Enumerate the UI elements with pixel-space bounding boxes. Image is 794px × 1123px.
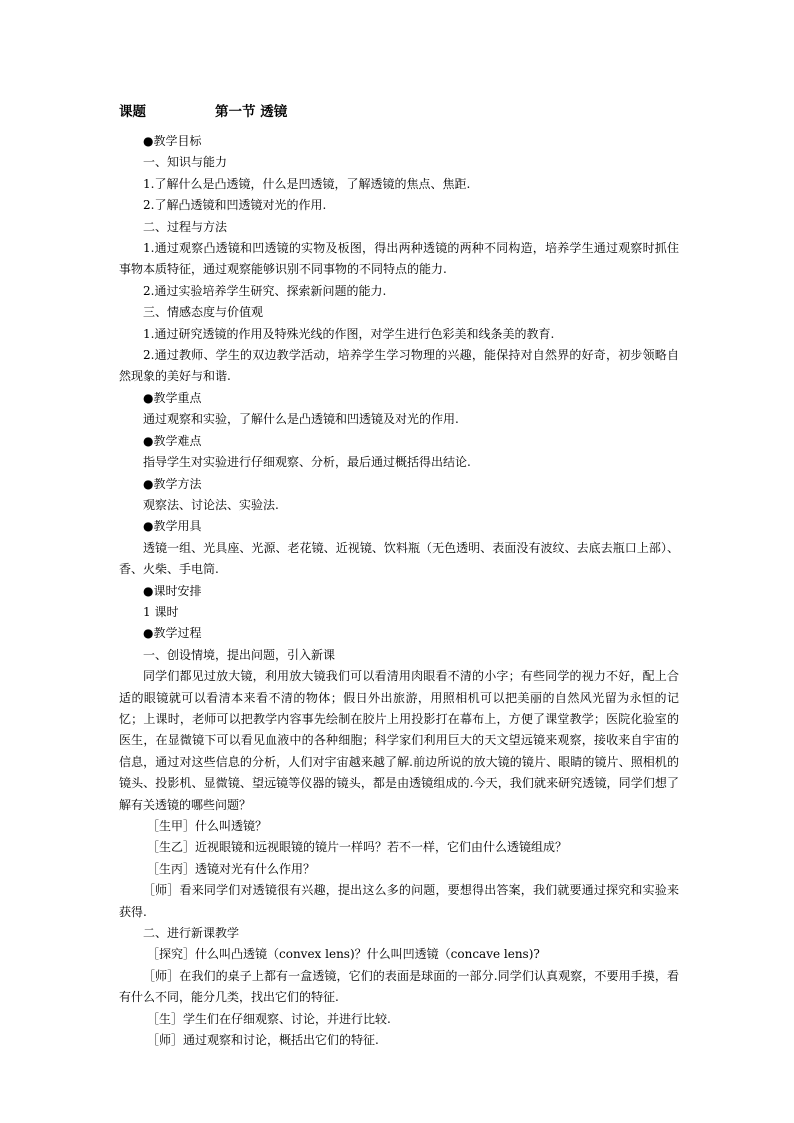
paragraph-line: 2.了解凸透镜和凹透镜对光的作用.	[143, 198, 327, 213]
paragraph-line: ●教学重点	[143, 390, 202, 405]
paragraph-line: 二、过程与方法	[143, 219, 228, 234]
paragraph-line: 1.通过观察凸透镜和凹透镜的实物及板图，得出两种透镜的两种不同构造，培养学生通过观察时抓住事物本质特征，通过观察能够识别不同事物的不同特点的能力.	[119, 241, 679, 277]
lesson-label: 课题	[119, 104, 146, 120]
paragraph-line: 指导学生对实验进行仔细观察、分析，最后通过概括得出结论.	[143, 455, 471, 470]
document-body	[119, 131, 679, 1051]
paragraph-line: 2.通过教师、学生的双边教学活动，培养学生学习物理的兴趣，能保持对自然界的好奇，初步领略自然现象的美好与和谐.	[119, 348, 679, 384]
paragraph-line: 二、进行新课教学	[143, 926, 240, 941]
paragraph-line: ［师］通过观察和讨论，概括出它们的特征.	[147, 1033, 379, 1048]
paragraph-line: 2.通过实验培养学生研究、探索新问题的能力.	[143, 283, 387, 298]
paragraph-line: ●教学难点	[143, 433, 202, 448]
paragraph-line: 同学们都见过放大镜，利用放大镜我们可以看清用肉眼看不清的小字；有些同学的视力不好，配上合适的眼镜就可以看清本来看不清的物体；假日外出旅游，用照相机可以把美丽的自然风光留为永恒的记忆；上课时，老师可以把教学内容事先绘制在胶片上用投影打在幕布上，方便了课堂教学；医院化验室的医生，在显微镜下可以看见血液中的各种细胞；科学家们利用巨大的天文望远镜来观察，接收来自宇宙的信息，通过对这些信息的分析，人们对宇宙越来越了解.前边所说的放大镜的镜片、眼睛的镜片、照相机的镜头、投影机、显微镜、望远镜等仪器的镜头，都是由透镜组成的.今天，我们就来研究透镜，同学们想了解有关透镜的哪些问题？	[119, 669, 679, 812]
paragraph-line: ［生乙］近视眼镜和远视眼镜的镜片一样吗？若不一样，它们由什么透镜组成？	[147, 840, 568, 855]
paragraph-line: 1.了解什么是凸透镜，什么是凹透镜，了解透镜的焦点、焦距.	[143, 176, 471, 191]
paragraph-line: ［师］在我们的桌子上都有一盒透镜，它们的表面是球面的一部分.同学们认真观察，不要用手摸，看有什么不同，能分几类，找出它们的特征.	[119, 968, 679, 1005]
paragraph-line: 一、知识与能力	[143, 155, 228, 170]
paragraph-line: 一、创设情境，提出问题，引入新课	[143, 647, 336, 662]
paragraph-line: ［探究］什么叫凸透镜（convex lens)？什么叫凹透镜（concave lens)?	[147, 947, 540, 962]
paragraph-line: ●教学过程	[143, 626, 202, 641]
lesson-header	[119, 104, 287, 120]
lesson-title: 第一节 透镜	[215, 104, 288, 120]
paragraph-line: ●教学用具	[143, 519, 202, 534]
paragraph-line: ［生甲］什么叫透镜？	[147, 819, 268, 833]
paragraph-line: ［生丙］透镜对光有什么作用？	[147, 861, 316, 876]
paragraph-line: 透镜一组、光具座、光源、老花镜、近视镜、饮料瓶（无色透明、表面没有波纹、去底去瓶口上部）、香、火柴、手电筒.	[119, 540, 679, 577]
paragraph-line: ●课时安排	[143, 583, 202, 598]
paragraph-line: ［师］看来同学们对透镜很有兴趣，提出这么多的问题，要想得出答案，我们就要通过探究和实验来获得.	[119, 883, 679, 919]
paragraph-line: 三、情感态度与价值观	[143, 305, 264, 320]
paragraph-line: 观察法、讨论法、实验法.	[143, 497, 279, 512]
paragraph-line: 1.通过研究透镜的作用及特殊光线的作图，对学生进行色彩美和线条美的教育.	[143, 326, 555, 341]
paragraph-line: ●教学方法	[143, 476, 202, 491]
paragraph-line: ●教学目标	[143, 134, 202, 148]
paragraph-line: ［生］学生们在仔细观察、讨论，并进行比较.	[147, 1011, 391, 1026]
paragraph-line: 1 课时	[143, 604, 179, 619]
paragraph-line: 通过观察和实验，了解什么是凸透镜和凹透镜及对光的作用.	[143, 412, 459, 427]
